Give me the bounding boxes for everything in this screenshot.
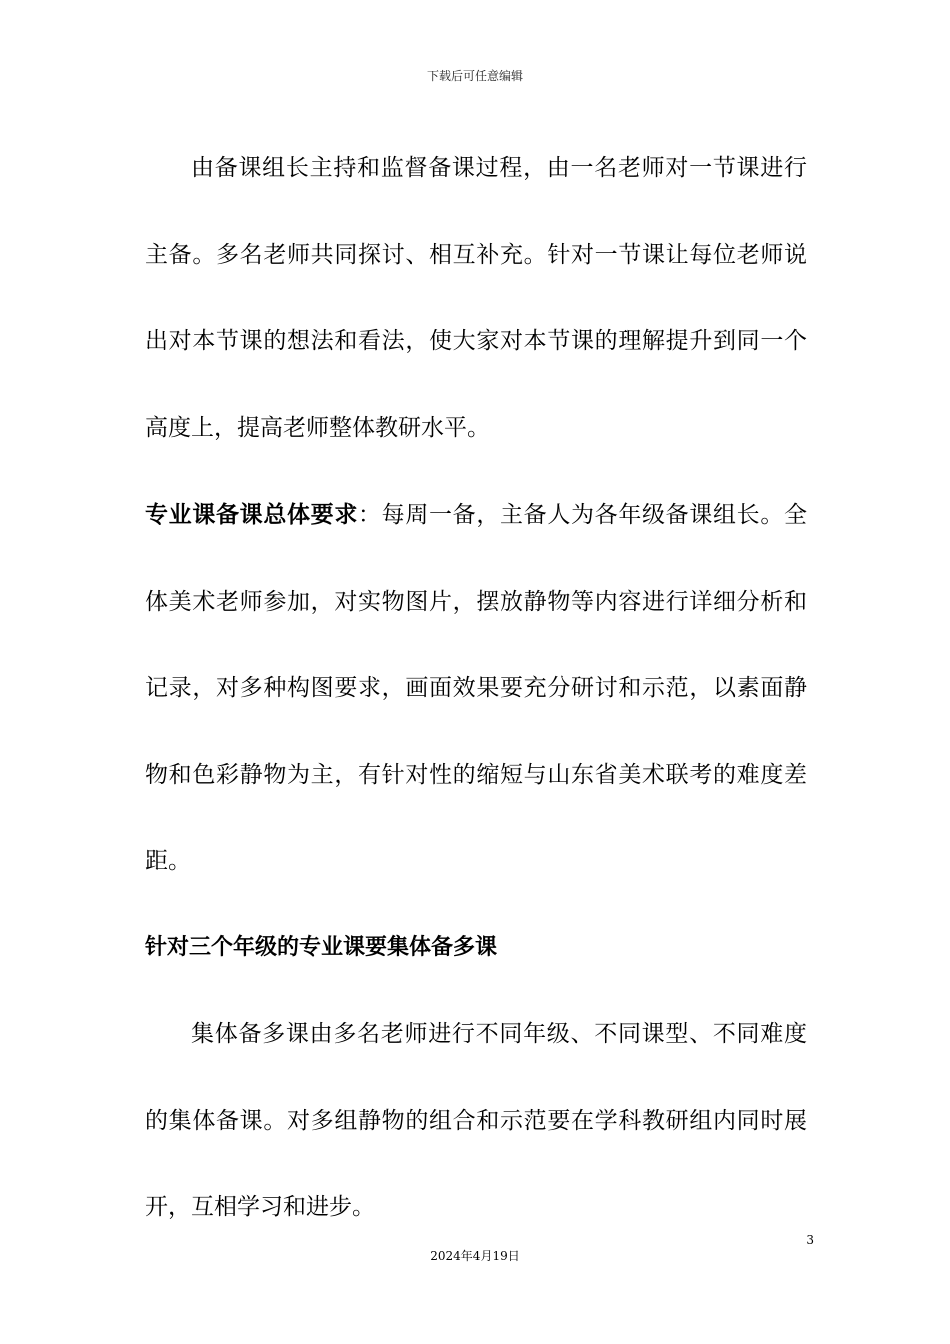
- footer-date: 2024年4月19日: [430, 1249, 520, 1263]
- document-body: [145, 125, 807, 1251]
- paragraph-2-body: ：每周一备，主备人为各年级备课组长。全体美术老师参加，对实物图片，摆放静物等内容进行详细分析和记录，对多种构图要求，画面效果要充分研讨和示范，以素面静物和色彩静物为主，有针对性的缩短与山东省美术联考的难度差距。: [145, 502, 808, 874]
- paragraph-2-label: 专业课备课总体要求: [145, 502, 358, 528]
- paragraph-3: 集体备多课由多名老师进行不同年级、不同课型、不同难度的集体备课。对多组静物的组合和示范要在学科教研组内同时展开，互相学习和进步。: [145, 1021, 807, 1220]
- page-number: 3: [806, 1233, 814, 1247]
- paragraph-2: [145, 472, 807, 905]
- page-header: 下载后可任意编辑: [426, 69, 523, 83]
- paragraph-1: 由备课组长主持和监督备课过程，由一名老师对一节课进行主备。多名老师共同探讨、相互补充。针对一节课让每位老师说出对本节课的想法和看法，使大家对本节课的理解提升到同一个高度上，提高老师整体教研水平。: [145, 155, 807, 441]
- section-heading: 针对三个年级的专业课要集体备多课: [145, 934, 498, 960]
